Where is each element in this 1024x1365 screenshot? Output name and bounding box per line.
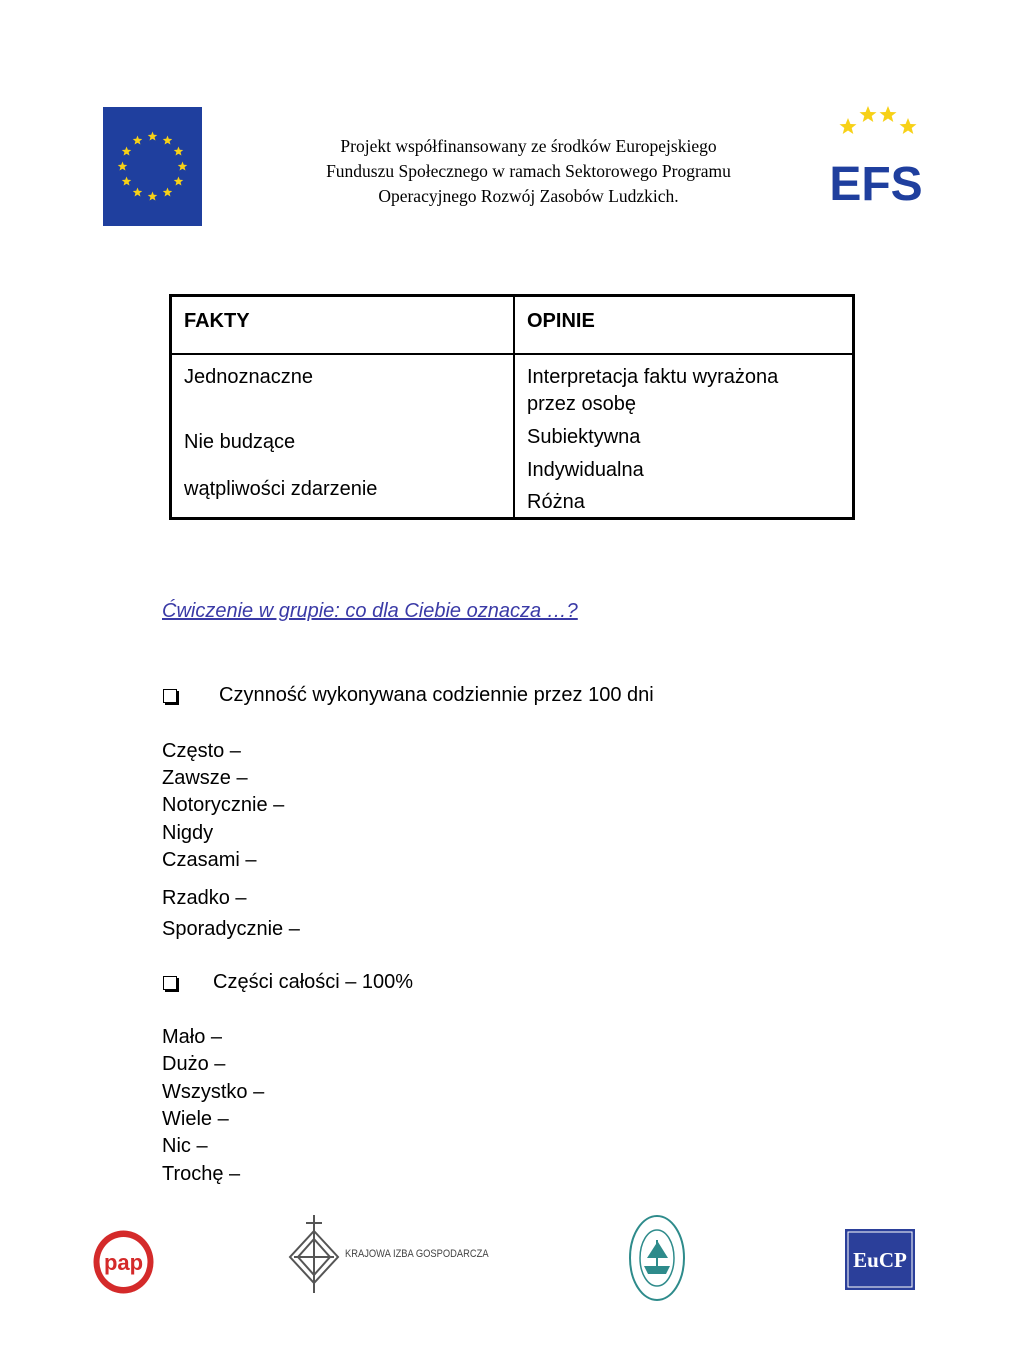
sgh-logo (628, 1214, 686, 1302)
pap-logo-text: pap (103, 1250, 144, 1275)
header-facts: FAKTY (184, 310, 250, 332)
opinion-item: Różna (527, 491, 585, 513)
section1-title: Czynność wykonywana codziennie przez 100 dni (219, 684, 654, 706)
eu-stars-icon (103, 107, 202, 226)
header-line-2: Funduszu Społecznego w ramach Sektorowego Programu (326, 161, 731, 181)
quantity-item: Trochę – (162, 1163, 241, 1185)
frequency-item: Często – (162, 740, 241, 762)
table-header-divider (172, 353, 852, 355)
efs-logo (828, 100, 924, 212)
eucp-logo (845, 1229, 915, 1290)
frequency-item: Zawsze – (162, 767, 248, 789)
fact-item: Jednoznaczne (184, 366, 313, 388)
frequency-item: Rzadko – (162, 887, 247, 909)
facts-opinions-table (169, 294, 855, 520)
kig-logo-text: KRAJOWA IZBA GOSPODARCZA (345, 1248, 489, 1260)
frequency-item: Czasami – (162, 849, 257, 871)
eu-flag-logo (103, 107, 202, 226)
kig-emblem-icon (288, 1213, 340, 1295)
checkbox-icon (163, 976, 177, 990)
opinion-item: Subiektywna (527, 426, 641, 448)
fact-item: Nie budzące (184, 431, 296, 453)
opinion-item: Indywidualna (527, 459, 644, 481)
opinion-item: Interpretacja faktu wyrażona (527, 366, 779, 388)
frequency-item: Notorycznie – (162, 794, 285, 816)
frequency-item: Sporadycznie – (162, 918, 300, 940)
header-line-1: Projekt współfinansowany ze środków Europejskiego (340, 136, 717, 156)
project-funding-note (250, 134, 807, 209)
frequency-item: Nigdy (162, 822, 214, 844)
quantity-item: Mało – (162, 1026, 223, 1048)
header-line-3: Operacyjnego Rozwój Zasobów Ludzkich. (378, 186, 679, 206)
section2-title: Części całości – 100% (213, 971, 414, 993)
eucp-logo-text: EuCP (853, 1248, 907, 1272)
quantity-item: Dużo – (162, 1053, 226, 1075)
exercise-title: Ćwiczenie w grupie: co dla Ciebie oznacza …? (162, 600, 578, 622)
fact-item: wątpliwości zdarzenie (184, 478, 378, 500)
efs-stars-icon (840, 106, 917, 134)
quantity-item: Wszystko – (162, 1081, 265, 1103)
pap-logo (92, 1229, 155, 1295)
ship-icon (644, 1240, 670, 1274)
table-column-divider (513, 297, 515, 517)
quantity-item: Nic – (162, 1135, 208, 1157)
efs-logo-text: EFS (829, 158, 923, 211)
opinion-item: przez osobę (527, 393, 636, 415)
quantity-item: Wiele – (162, 1108, 229, 1130)
header-opinions: OPINIE (527, 310, 595, 332)
checkbox-icon (163, 689, 177, 703)
